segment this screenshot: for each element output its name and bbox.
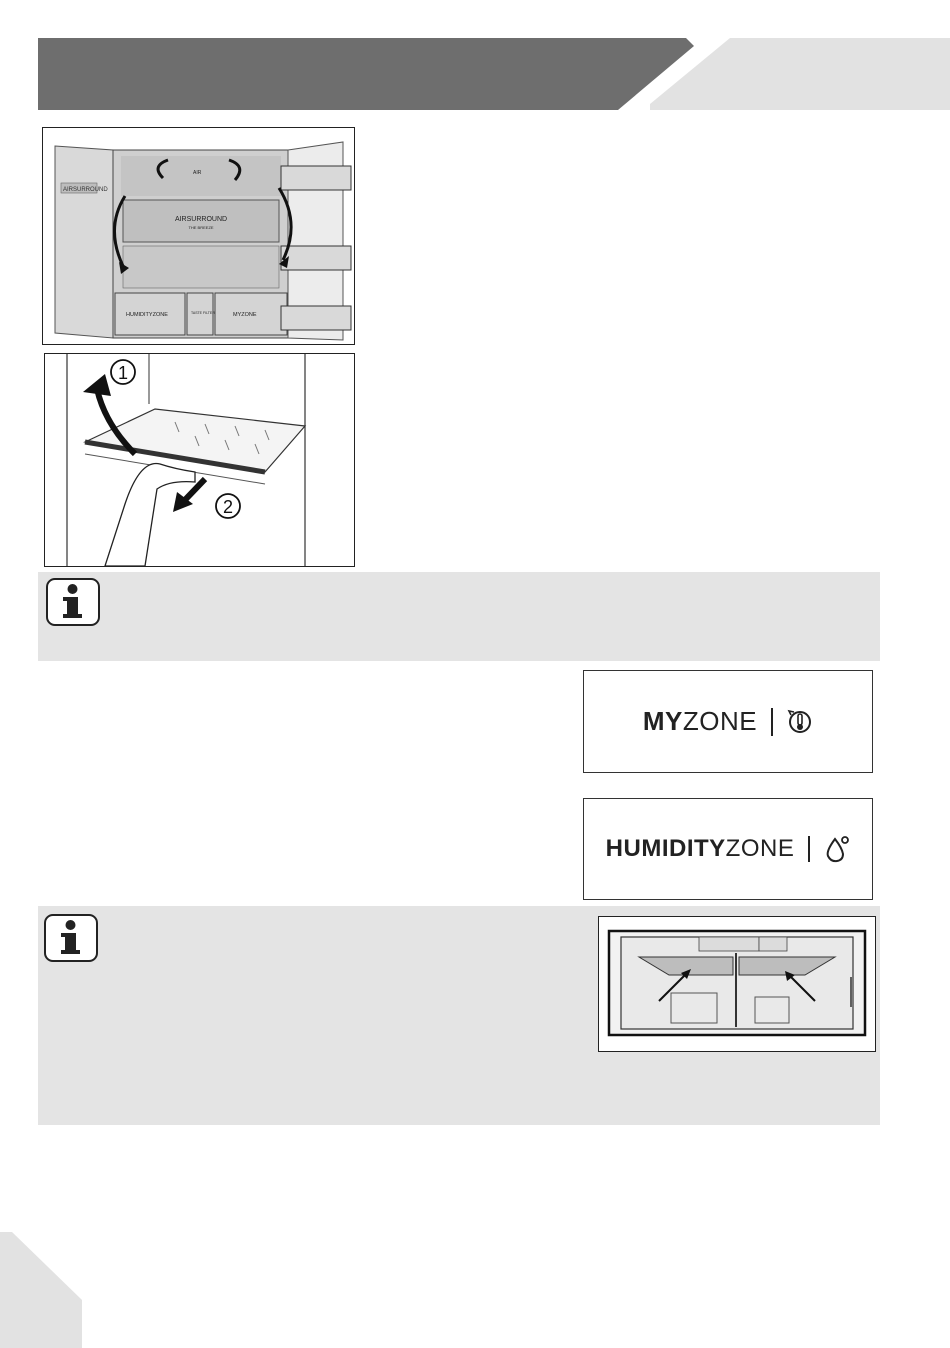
myzone-label-box [583, 670, 873, 773]
filter-label: TASTE FILTER [191, 311, 215, 315]
humidityzone-thin-text: ZONE [725, 835, 795, 862]
humidityzone-separator [808, 836, 810, 862]
fridge-top-view-figure [598, 916, 876, 1052]
shelf-removal-figure [44, 353, 355, 567]
page-corner-tab [0, 1232, 90, 1348]
airsurround-sub-label: THE BREEZE [188, 225, 214, 230]
fridge-airflow-figure [42, 127, 355, 345]
thermometer-icon [787, 709, 813, 735]
info-icon [44, 914, 98, 962]
header-band [0, 0, 950, 115]
myzone-drawer-label: MYZONE [233, 312, 257, 318]
step-1-label: 1 [117, 363, 129, 383]
myzone-thin-text: ZONE [682, 706, 758, 736]
left-panel-label: AIRSURROUND [63, 187, 108, 193]
myzone-separator [771, 708, 773, 736]
myzone-bold-text: MY [642, 706, 683, 736]
air-label: AIR [193, 170, 202, 176]
myzone-logo [643, 706, 813, 737]
info-icon [46, 578, 100, 626]
humidityzone-bold-text: HUMIDITY [605, 835, 726, 862]
humidityzone-drawer-label: HUMIDITYZONE [126, 312, 168, 318]
info-panel-1 [38, 572, 880, 661]
airsurround-label: AIRSURROUND [174, 216, 228, 223]
humidityzone-logo [606, 835, 851, 863]
droplet-icon [824, 835, 850, 863]
humidityzone-label-box [583, 798, 873, 900]
step-2-label: 2 [222, 497, 234, 517]
